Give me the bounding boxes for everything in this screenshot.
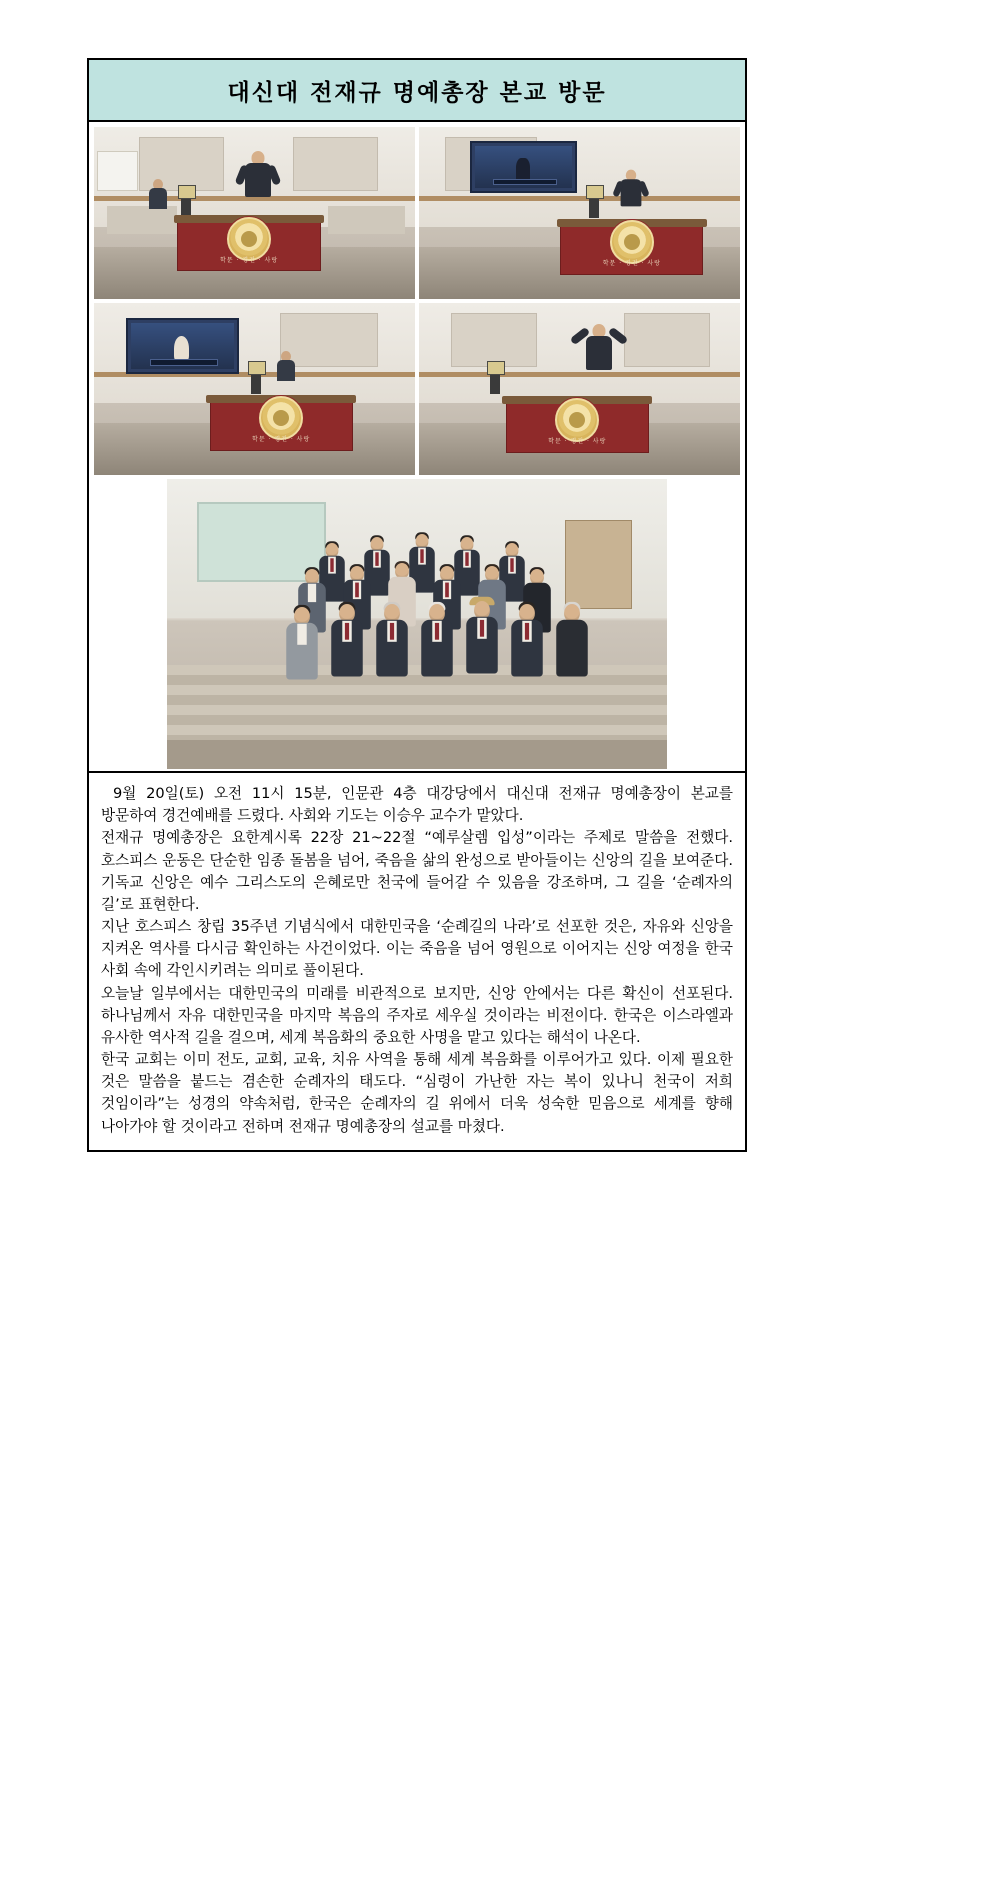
banner-motto: 학문 · 경건 · 사랑 — [602, 260, 661, 268]
photo-cell-5 — [92, 477, 742, 771]
paragraph-5: 한국 교회는 이미 전도, 교회, 교육, 치유 사역을 통해 세계 복음화를 이루어가고 있다. 이제 필요한 것은 말씀을 붙드는 겸손한 순례자의 태도다. “심령이 가난한 자는 복이 있나니 천국이 저희 것임이라”는 성경의 약속처럼, 한국은 순례자의 길 위에서 더욱 성숙한 믿음으로 세계를 향해 나아가야 할 것이라고 전하며 전재규 명예총장의 설교를 마쳤다. — [101, 1051, 733, 1135]
screen-caption-bar — [150, 359, 218, 366]
person-tie — [445, 583, 449, 598]
photo-grid — [89, 122, 745, 771]
article-body — [89, 771, 745, 1150]
pulpit — [565, 520, 632, 609]
pulpit-banner — [560, 225, 703, 275]
floor — [167, 740, 667, 769]
lamp — [490, 368, 500, 394]
lamp — [251, 368, 261, 394]
wood-trim — [419, 196, 740, 201]
screen-speaker-figure — [174, 336, 188, 361]
person-tie — [420, 549, 423, 563]
person-tie — [355, 583, 359, 598]
auditorium-scene — [94, 303, 415, 475]
banner-motto: 학문 · 경건 · 사랑 — [252, 436, 311, 444]
person-body — [149, 188, 167, 209]
photo-screen-closeup — [94, 303, 415, 475]
person-tie — [435, 623, 439, 640]
photo-speaker-podium — [94, 127, 415, 299]
person-body — [277, 360, 295, 381]
speaker-figure — [621, 169, 642, 206]
seated-person — [149, 179, 167, 209]
projection-screen — [126, 318, 239, 374]
wall-panel — [624, 313, 709, 367]
photo-cell-4 — [417, 301, 742, 477]
paragraph-1: 9월 20일(토) 오전 11시 15분, 인문관 4층 대강당에서 대신대 전재규 명예총장이 본교를 방문하여 경건예배를 드렸다. 사회와 기도는 이승우 교수가 맡았다. — [101, 785, 733, 825]
person-shirt — [297, 623, 306, 644]
screen-image — [475, 146, 572, 188]
speaker-figure — [245, 151, 271, 197]
speaker-body — [586, 336, 612, 370]
screen-speaker-figure — [516, 158, 530, 181]
person-tie — [375, 552, 378, 566]
screen-image — [131, 323, 234, 369]
person-tie — [330, 558, 333, 572]
person-tie — [390, 623, 394, 640]
person-tie — [480, 620, 484, 637]
pulpit-banner — [506, 402, 649, 452]
photo-cell-2 — [417, 125, 742, 301]
wall-panel — [293, 137, 378, 191]
title-banner — [89, 60, 745, 122]
paragraph-3: 지난 호스피스 창립 35주년 기념식에서 대한민국을 ‘순례길의 나라’로 선포한 것은, 자유와 신앙을 지켜온 역사를 다시금 확인하는 사건이었다. 이는 죽음을 넘어 영원으로 이어지는 신앙 여정을 한국 사회 속에 각인시키려는 의미로 풀이된다. — [101, 918, 733, 980]
photo-hands-raised — [419, 303, 740, 475]
photo-cell-3 — [92, 301, 417, 477]
wood-trim — [419, 372, 740, 377]
paragraph-2: 전재규 명예총장은 요한계시록 22장 21~22절 “예루살렘 입성”이라는 주제로 말씀을 전했다. 호스피스 운동은 단순한 임종 돌봄을 넘어, 죽음을 삶의 완성으로 받아들이는 신앙의 길을 보여준다. 기독교 신앙은 예수 그리스도의 은혜로만 천국에 들어갈 수 있음을 강조하며, 그 길을 ‘순례자의 길’로 표현한다. — [101, 829, 733, 913]
person-tie — [345, 623, 349, 640]
auditorium-scene — [419, 127, 740, 299]
person-body — [556, 619, 588, 676]
photo-cell-1 — [92, 125, 417, 301]
group-photo-scene — [167, 479, 667, 769]
person-tie — [510, 558, 513, 572]
pulpit-banner — [210, 401, 353, 451]
person-tie — [525, 623, 529, 640]
seated-person — [277, 351, 295, 381]
auditorium-scene — [419, 303, 740, 475]
page-title: 대신대 전재규 명예총장 본교 방문 — [227, 79, 607, 106]
wall-panel — [451, 313, 536, 367]
banner-motto: 학문 · 경건 · 사랑 — [219, 256, 279, 264]
article-document — [87, 58, 747, 1152]
paragraph-4: 오늘날 일부에서는 대한민국의 미래를 비관적으로 보지만, 신앙 안에서는 다른 확신이 선포된다. 하나님께서 자유 대한민국을 마지막 복음의 주자로 세우실 것이라는 비전이다. 한국은 이스라엘과 유사한 역사적 길을 걸으며, 세계 복음화의 중요한 사명을 맡고 있다는 해석이 나온다. — [101, 984, 733, 1046]
photo-screen-projection — [419, 127, 740, 299]
screen-caption-bar — [493, 179, 557, 186]
chair-row — [107, 206, 178, 234]
person-shirt — [308, 584, 316, 602]
person-tie — [465, 552, 468, 566]
auditorium-scene — [94, 127, 415, 299]
pulpit-banner — [177, 221, 320, 271]
side-board — [97, 151, 138, 191]
lamp — [589, 192, 599, 218]
chair-row — [328, 206, 405, 234]
speaker-figure-raised-hands — [586, 324, 612, 370]
photo-group-commemorative — [167, 479, 667, 769]
projection-screen — [470, 141, 577, 193]
banner-motto: 학문 · 경건 · 사랑 — [548, 437, 607, 445]
